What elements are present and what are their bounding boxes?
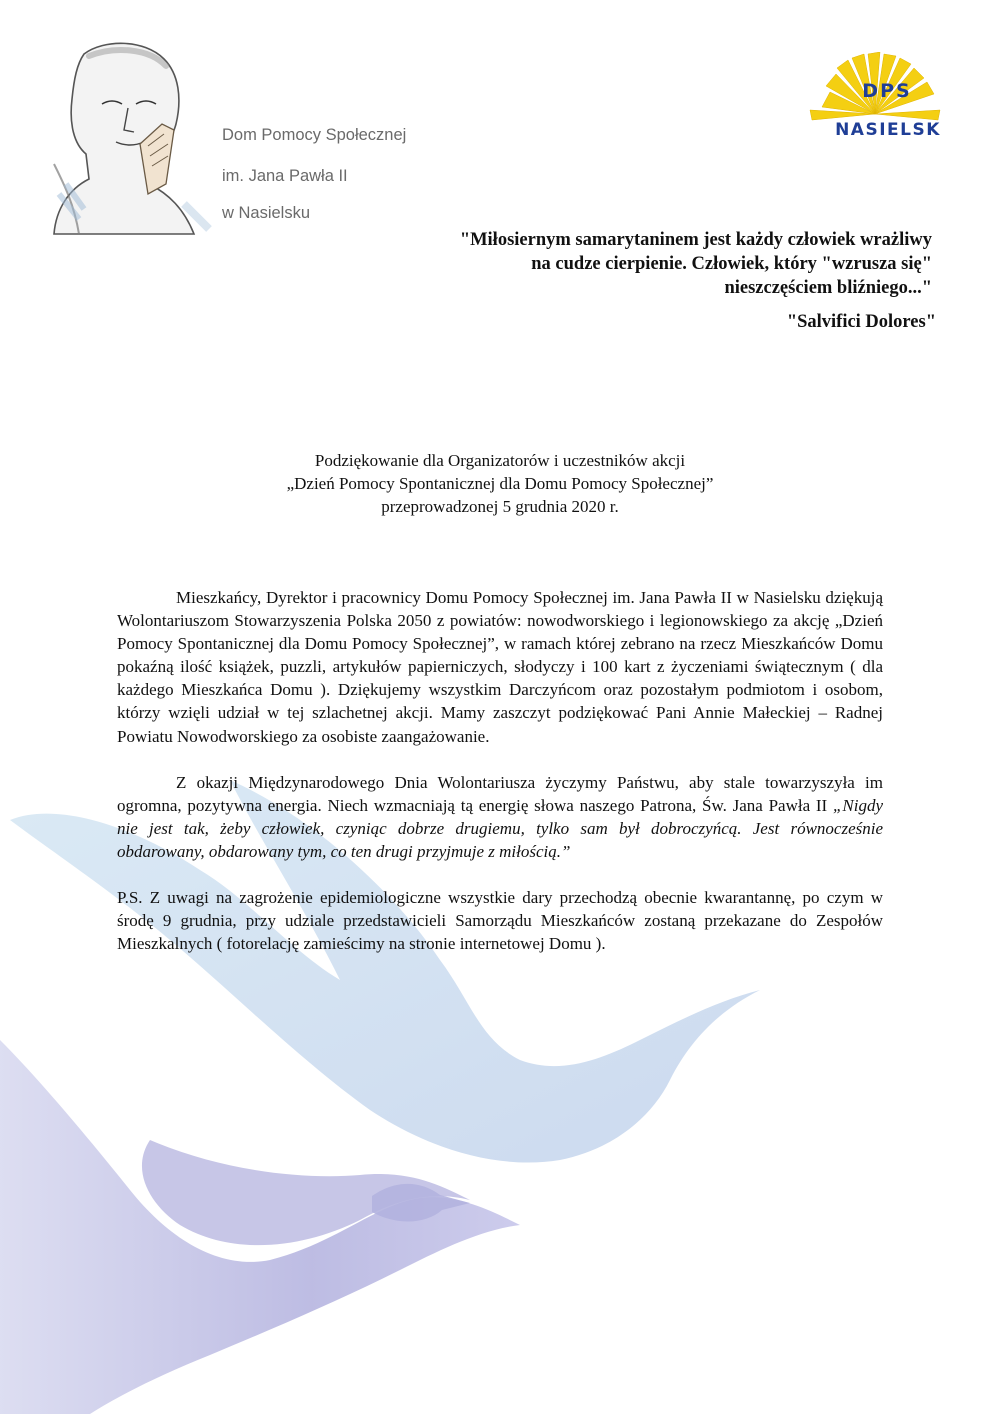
paragraph-volunteer-text: Z okazji Międzynarodowego Dnia Wolontariusza życzymy Państwu, aby stale towarzyszyła im ogromna, pozytywna energia. Niech wzmacniają tą energię słowa naszego Patrona, Św. Jana Pawła II [117,772,883,815]
motto-line-2: na cudze cierpienie. Człowiek, który "wzrusza się" [531,254,932,274]
institution-line-2: im. Jana Pawła II [222,167,348,185]
title-line-1: Podziękowanie dla Organizatorów i uczestników akcji [314,451,686,470]
letter-body [117,586,883,955]
paragraph-volunteer-day [117,771,883,863]
institution-line-3: w Nasielsku [222,204,311,222]
patron-quote: „Nigdy nie jest tak, żeby człowiek, czyniąc dobrze drugiemu, tylko sam był dobroczyńcą. Jest równocześnie obdarowany, obdarowany tym, co ten drugi przyjmuje z miłością.” [117,795,883,861]
paragraph-postscript: P.S. Z uwagi na zagrożenie epidemiologiczne wszystkie dary przechodzą obecnie kwarantannę, po czym w środę 9 grudnia, przy udziale przedstawicieli Samorządu Mieszkańców zostaną przekazane do Zespołów Mieszkalnych ( fotorelację zamieścimy na stronie internetowej Domu ). [117,888,883,954]
motto-quote [372,228,932,300]
document-title [0,449,1000,518]
motto-line-1: "Miłosiernym samarytaninem jest każdy człowiek wrażliwy [459,230,932,250]
title-line-3: przeprowadzonej 5 grudnia 2020 r. [381,497,619,516]
paragraph-thanks: Mieszkańcy, Dyrektor i pracownicy Domu Pomocy Społecznej im. Jana Pawła II w Nasielsku dziękują Wolontariuszom Stowarzyszenia Polska 2050 z powiatów: nowodworskiego i legionowskiego za akcję „Dzień Pomocy Spontanicznej dla Domu Pomocy Społecznej”, w ramach której zebrano na rzecz Mieszkańców Domu pokaźną ilość książek, puzzli, artykułów papierniczych, słodyczy i 100 kart z życzeniami świątecznym ( dla każdego Mieszkańca Domu ). Dziękujemy wszystkim Darczyńcom oraz pozostałym podmiotom i osobom, którzy wzięli udział w tej szlachetnej akcji. Mamy zaszczyt podziękować Pani Annie Małeckiej – Radnej Powiatu Nowodworskiego za osobiste zaangażowanie. [117,588,883,746]
logo-text-nasielsk: NASIELSK [835,120,941,140]
institution-line-1: Dom Pomocy Społecznej [222,126,407,144]
motto-source: "Salvifici Dolores" [786,312,936,332]
logo-text-dps: DPS [862,80,912,102]
pope-portrait-sketch [44,34,219,239]
title-line-2: „Dzień Pomocy Spontanicznej dla Domu Pomocy Społecznej” [286,474,714,493]
motto-line-3: nieszczęściem bliźniego..." [724,278,932,298]
